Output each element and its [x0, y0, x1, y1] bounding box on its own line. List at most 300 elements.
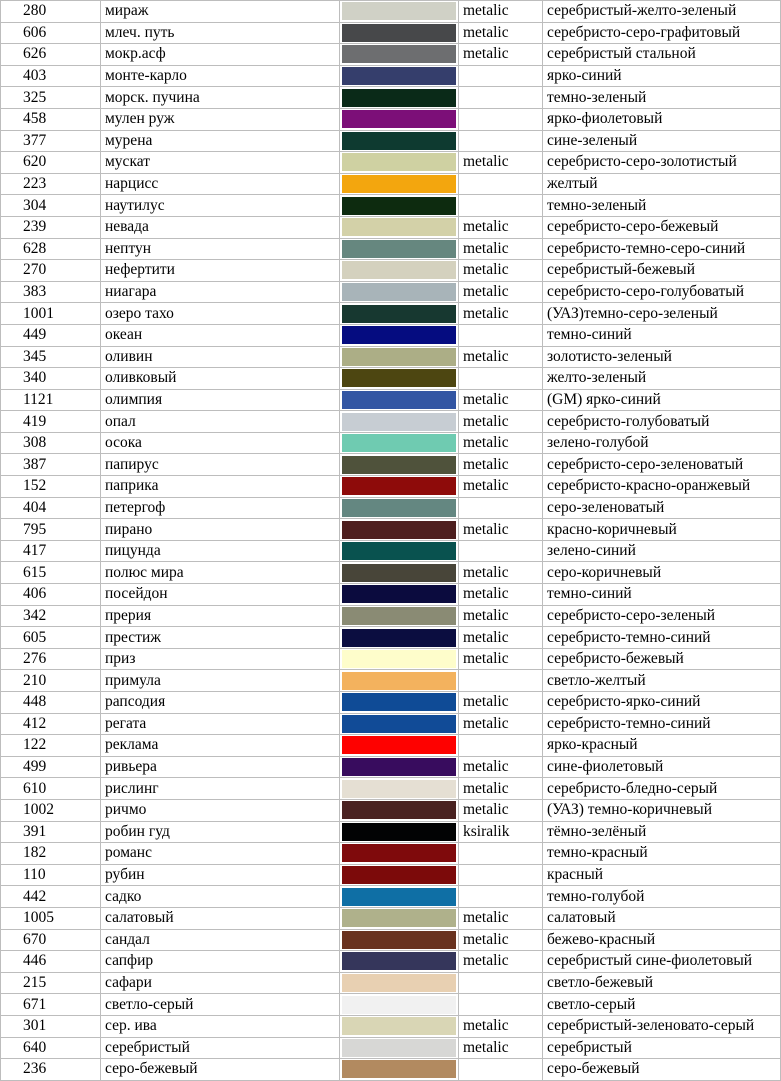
color-swatch [342, 758, 456, 776]
color-name: мулен руж [101, 108, 340, 130]
table-row [1, 1059, 781, 1081]
finish-type [459, 130, 543, 152]
color-code: 122 [1, 735, 101, 757]
color-description: сине-фиолетовый [543, 756, 781, 778]
finish-type: metalic [459, 216, 543, 238]
finish-type [459, 108, 543, 130]
table-row [1, 130, 781, 152]
color-description: темно-голубой [543, 886, 781, 908]
color-swatch-cell [340, 627, 459, 649]
finish-type: metalic [459, 1037, 543, 1059]
color-code: 276 [1, 648, 101, 670]
table-row [1, 324, 781, 346]
color-swatch [342, 1017, 456, 1035]
color-code: 406 [1, 584, 101, 606]
finish-type: metalic [459, 389, 543, 411]
color-code: 448 [1, 692, 101, 714]
table-row [1, 821, 781, 843]
finish-type: metalic [459, 238, 543, 260]
table-row [1, 605, 781, 627]
table-row [1, 864, 781, 886]
color-swatch-cell [340, 799, 459, 821]
finish-type [459, 864, 543, 886]
color-swatch-cell [340, 346, 459, 368]
color-code: 342 [1, 605, 101, 627]
color-description: желто-зеленый [543, 368, 781, 390]
color-swatch-cell [340, 540, 459, 562]
color-description: зелено-синий [543, 540, 781, 562]
color-swatch [342, 218, 456, 236]
color-description: темно-зеленый [543, 195, 781, 217]
table-row [1, 454, 781, 476]
color-code: 223 [1, 173, 101, 195]
color-name: оливковый [101, 368, 340, 390]
color-name: нефертити [101, 260, 340, 282]
color-description: серебристо-серо-золотистый [543, 152, 781, 174]
color-code: 671 [1, 994, 101, 1016]
table-row [1, 108, 781, 130]
color-code: 442 [1, 886, 101, 908]
color-code: 391 [1, 821, 101, 843]
color-description: серебристо-голубоватый [543, 411, 781, 433]
color-name: посейдон [101, 584, 340, 606]
color-name: робин гуд [101, 821, 340, 843]
table-row [1, 476, 781, 498]
finish-type [459, 1059, 543, 1081]
color-code: 345 [1, 346, 101, 368]
color-name: осока [101, 432, 340, 454]
table-row [1, 1015, 781, 1037]
color-code: 236 [1, 1059, 101, 1081]
color-swatch [342, 931, 456, 949]
color-code: 1005 [1, 907, 101, 929]
color-swatch-cell [340, 195, 459, 217]
color-description: серебристый-зеленовато-серый [543, 1015, 781, 1037]
color-swatch [342, 693, 456, 711]
color-description: серебристо-серо-голубоватый [543, 281, 781, 303]
color-swatch-cell [340, 454, 459, 476]
color-swatch-cell [340, 476, 459, 498]
finish-type: metalic [459, 260, 543, 282]
color-swatch [342, 780, 456, 798]
table-row [1, 432, 781, 454]
color-code: 606 [1, 22, 101, 44]
color-swatch [342, 67, 456, 85]
color-description: серо-бежевый [543, 1059, 781, 1081]
color-swatch [342, 499, 456, 517]
color-swatch [342, 2, 456, 20]
color-description: бежево-красный [543, 929, 781, 951]
color-swatch-cell [340, 1, 459, 23]
color-name: сапфир [101, 951, 340, 973]
color-description: серебристо-темно-серо-синий [543, 238, 781, 260]
color-swatch-cell [340, 152, 459, 174]
color-description: серебристо-серо-зеленый [543, 605, 781, 627]
color-swatch-cell [340, 1015, 459, 1037]
finish-type [459, 368, 543, 390]
color-swatch [342, 348, 456, 366]
table-row [1, 778, 781, 800]
color-swatch [342, 650, 456, 668]
table-row [1, 756, 781, 778]
color-code: 301 [1, 1015, 101, 1037]
finish-type: metalic [459, 799, 543, 821]
color-code: 412 [1, 713, 101, 735]
color-swatch-cell [340, 519, 459, 541]
color-name: садко [101, 886, 340, 908]
color-swatch [342, 564, 456, 582]
color-name: полюс мира [101, 562, 340, 584]
color-swatch-cell [340, 864, 459, 886]
color-swatch [342, 197, 456, 215]
color-name: сер. ива [101, 1015, 340, 1037]
color-swatch-cell [340, 108, 459, 130]
color-swatch-cell [340, 648, 459, 670]
color-description: серебристо-бледно-серый [543, 778, 781, 800]
finish-type: ksiralik [459, 821, 543, 843]
color-swatch [342, 715, 456, 733]
color-code: 239 [1, 216, 101, 238]
finish-type [459, 65, 543, 87]
table-row [1, 562, 781, 584]
table-row [1, 411, 781, 433]
color-swatch [342, 952, 456, 970]
color-swatch [342, 369, 456, 387]
color-name: олимпия [101, 389, 340, 411]
color-code: 110 [1, 864, 101, 886]
color-swatch [342, 456, 456, 474]
color-description: желтый [543, 173, 781, 195]
color-code: 640 [1, 1037, 101, 1059]
color-name: ривьера [101, 756, 340, 778]
color-swatch-cell [340, 216, 459, 238]
color-swatch-cell [340, 281, 459, 303]
color-swatch [342, 261, 456, 279]
color-description: серебристо-серо-зеленоватый [543, 454, 781, 476]
color-swatch-cell [340, 584, 459, 606]
color-swatch [342, 153, 456, 171]
table-row [1, 87, 781, 109]
color-name: наутилус [101, 195, 340, 217]
color-description: темно-зеленый [543, 87, 781, 109]
table-row [1, 929, 781, 951]
finish-type: metalic [459, 692, 543, 714]
color-description: серебристо-темно-синий [543, 627, 781, 649]
color-code: 152 [1, 476, 101, 498]
color-name: серо-бежевый [101, 1059, 340, 1081]
color-description: серебристый [543, 1037, 781, 1059]
color-code: 340 [1, 368, 101, 390]
finish-type: metalic [459, 519, 543, 541]
color-swatch [342, 888, 456, 906]
color-swatch [342, 413, 456, 431]
color-swatch [342, 434, 456, 452]
color-code: 387 [1, 454, 101, 476]
color-code: 325 [1, 87, 101, 109]
color-swatch-cell [340, 605, 459, 627]
color-swatch-cell [340, 324, 459, 346]
color-name: мурена [101, 130, 340, 152]
color-name: мускат [101, 152, 340, 174]
color-swatch-cell [340, 22, 459, 44]
color-swatch [342, 909, 456, 927]
table-row [1, 713, 781, 735]
color-description: серебристо-серо-графитовый [543, 22, 781, 44]
color-description: (GM) ярко-синий [543, 389, 781, 411]
color-swatch [342, 283, 456, 301]
finish-type: metalic [459, 907, 543, 929]
finish-type: metalic [459, 778, 543, 800]
color-swatch-cell [340, 260, 459, 282]
table-row [1, 994, 781, 1016]
color-swatch [342, 305, 456, 323]
table-row [1, 670, 781, 692]
color-description: ярко-красный [543, 735, 781, 757]
color-swatch [342, 585, 456, 603]
table-row [1, 497, 781, 519]
color-swatch-cell [340, 1059, 459, 1081]
color-name: нептун [101, 238, 340, 260]
color-code: 1002 [1, 799, 101, 821]
finish-type [459, 843, 543, 865]
color-swatch [342, 132, 456, 150]
finish-type [459, 886, 543, 908]
table-row [1, 951, 781, 973]
color-code: 182 [1, 843, 101, 865]
color-swatch [342, 542, 456, 560]
color-code: 210 [1, 670, 101, 692]
color-description: салатовый [543, 907, 781, 929]
color-description: красно-коричневый [543, 519, 781, 541]
color-swatch-cell [340, 821, 459, 843]
color-description: серебристо-бежевый [543, 648, 781, 670]
table-row [1, 1, 781, 23]
color-name: рапсодия [101, 692, 340, 714]
color-description: сине-зеленый [543, 130, 781, 152]
table-body [1, 1, 781, 1081]
color-code: 383 [1, 281, 101, 303]
color-code: 458 [1, 108, 101, 130]
table-row [1, 216, 781, 238]
finish-type [459, 994, 543, 1016]
finish-type [459, 324, 543, 346]
table-row [1, 519, 781, 541]
color-swatch [342, 736, 456, 754]
finish-type: metalic [459, 411, 543, 433]
color-code: 615 [1, 562, 101, 584]
table-row [1, 843, 781, 865]
color-description: серебристый сине-фиолетовый [543, 951, 781, 973]
finish-type: metalic [459, 713, 543, 735]
color-description: серо-зеленоватый [543, 497, 781, 519]
color-name: нарцисс [101, 173, 340, 195]
table-row [1, 173, 781, 195]
table-row [1, 799, 781, 821]
color-name: рислинг [101, 778, 340, 800]
color-code: 605 [1, 627, 101, 649]
color-code: 308 [1, 432, 101, 454]
color-code: 1001 [1, 303, 101, 325]
finish-type [459, 670, 543, 692]
color-code: 628 [1, 238, 101, 260]
color-name: прерия [101, 605, 340, 627]
table-row [1, 648, 781, 670]
color-swatch [342, 240, 456, 258]
color-swatch-cell [340, 411, 459, 433]
finish-type: metalic [459, 756, 543, 778]
color-code: 304 [1, 195, 101, 217]
color-swatch-cell [340, 497, 459, 519]
finish-type: metalic [459, 44, 543, 66]
finish-type: metalic [459, 584, 543, 606]
finish-type: metalic [459, 1015, 543, 1037]
color-name: млеч. путь [101, 22, 340, 44]
table-row [1, 540, 781, 562]
table-row [1, 972, 781, 994]
color-swatch-cell [340, 907, 459, 929]
color-description: темно-синий [543, 584, 781, 606]
color-name: монте-карло [101, 65, 340, 87]
color-swatch-cell [340, 929, 459, 951]
color-swatch-cell [340, 44, 459, 66]
color-description: серебристый стальной [543, 44, 781, 66]
color-code: 449 [1, 324, 101, 346]
color-code: 795 [1, 519, 101, 541]
color-description: зелено-голубой [543, 432, 781, 454]
color-swatch-cell [340, 756, 459, 778]
color-swatch-cell [340, 130, 459, 152]
table-row [1, 44, 781, 66]
finish-type: metalic [459, 562, 543, 584]
color-name: пицунда [101, 540, 340, 562]
table-row [1, 346, 781, 368]
color-code: 610 [1, 778, 101, 800]
finish-type: metalic [459, 303, 543, 325]
color-swatch [342, 974, 456, 992]
color-swatch-cell [340, 238, 459, 260]
color-swatch [342, 996, 456, 1014]
table-row [1, 886, 781, 908]
color-swatch [342, 672, 456, 690]
color-swatch [342, 24, 456, 42]
color-swatch-cell [340, 173, 459, 195]
color-description: серебристо-темно-синий [543, 713, 781, 735]
table-row [1, 735, 781, 757]
color-swatch [342, 521, 456, 539]
table-row [1, 65, 781, 87]
finish-type: metalic [459, 627, 543, 649]
finish-type: metalic [459, 476, 543, 498]
color-description: серебристо-красно-оранжевый [543, 476, 781, 498]
table-row [1, 389, 781, 411]
color-description: серебристо-ярко-синий [543, 692, 781, 714]
finish-type [459, 195, 543, 217]
color-description: ярко-синий [543, 65, 781, 87]
color-name: серебристый [101, 1037, 340, 1059]
color-name: петергоф [101, 497, 340, 519]
color-swatch [342, 844, 456, 862]
finish-type [459, 173, 543, 195]
color-code: 417 [1, 540, 101, 562]
color-name: океан [101, 324, 340, 346]
table-row [1, 368, 781, 390]
color-name: оливин [101, 346, 340, 368]
table-row [1, 692, 781, 714]
color-name: паприка [101, 476, 340, 498]
color-swatch-cell [340, 368, 459, 390]
color-swatch [342, 391, 456, 409]
color-swatch-cell [340, 65, 459, 87]
color-code: 499 [1, 756, 101, 778]
color-description: ярко-фиолетовый [543, 108, 781, 130]
color-swatch-cell [340, 972, 459, 994]
color-description: серо-коричневый [543, 562, 781, 584]
color-name: приз [101, 648, 340, 670]
color-description: серебристо-серо-бежевый [543, 216, 781, 238]
color-swatch-cell [340, 692, 459, 714]
color-swatch [342, 823, 456, 841]
table-row [1, 22, 781, 44]
finish-type [459, 540, 543, 562]
color-name: папирус [101, 454, 340, 476]
color-description: темно-синий [543, 324, 781, 346]
color-description: серебристый-бежевый [543, 260, 781, 282]
color-code: 1121 [1, 389, 101, 411]
color-code: 670 [1, 929, 101, 951]
color-name: романс [101, 843, 340, 865]
color-name: опал [101, 411, 340, 433]
table-row [1, 303, 781, 325]
color-name: невада [101, 216, 340, 238]
color-name: пирано [101, 519, 340, 541]
color-swatch-cell [340, 87, 459, 109]
color-name: ниагара [101, 281, 340, 303]
color-swatch [342, 326, 456, 344]
color-swatch [342, 866, 456, 884]
table-row [1, 584, 781, 606]
finish-type: metalic [459, 346, 543, 368]
color-swatch [342, 89, 456, 107]
finish-type [459, 735, 543, 757]
color-swatch [342, 629, 456, 647]
finish-type: metalic [459, 1, 543, 23]
color-swatch-cell [340, 562, 459, 584]
color-description: светло-желтый [543, 670, 781, 692]
color-name: мокр.асф [101, 44, 340, 66]
color-swatch-cell [340, 432, 459, 454]
color-code: 403 [1, 65, 101, 87]
color-swatch [342, 1039, 456, 1057]
color-swatch [342, 45, 456, 63]
table-row [1, 907, 781, 929]
color-name: сандал [101, 929, 340, 951]
finish-type: metalic [459, 454, 543, 476]
color-name: регата [101, 713, 340, 735]
finish-type: metalic [459, 929, 543, 951]
color-description: (УАЗ)темно-серо-зеленый [543, 303, 781, 325]
color-code: 280 [1, 1, 101, 23]
color-swatch-cell [340, 886, 459, 908]
color-swatch-cell [340, 389, 459, 411]
table-row [1, 281, 781, 303]
color-code: 446 [1, 951, 101, 973]
finish-type: metalic [459, 432, 543, 454]
color-description: светло-серый [543, 994, 781, 1016]
finish-type [459, 497, 543, 519]
color-name: престиж [101, 627, 340, 649]
color-swatch-cell [340, 670, 459, 692]
color-description: серебристый-желто-зеленый [543, 1, 781, 23]
